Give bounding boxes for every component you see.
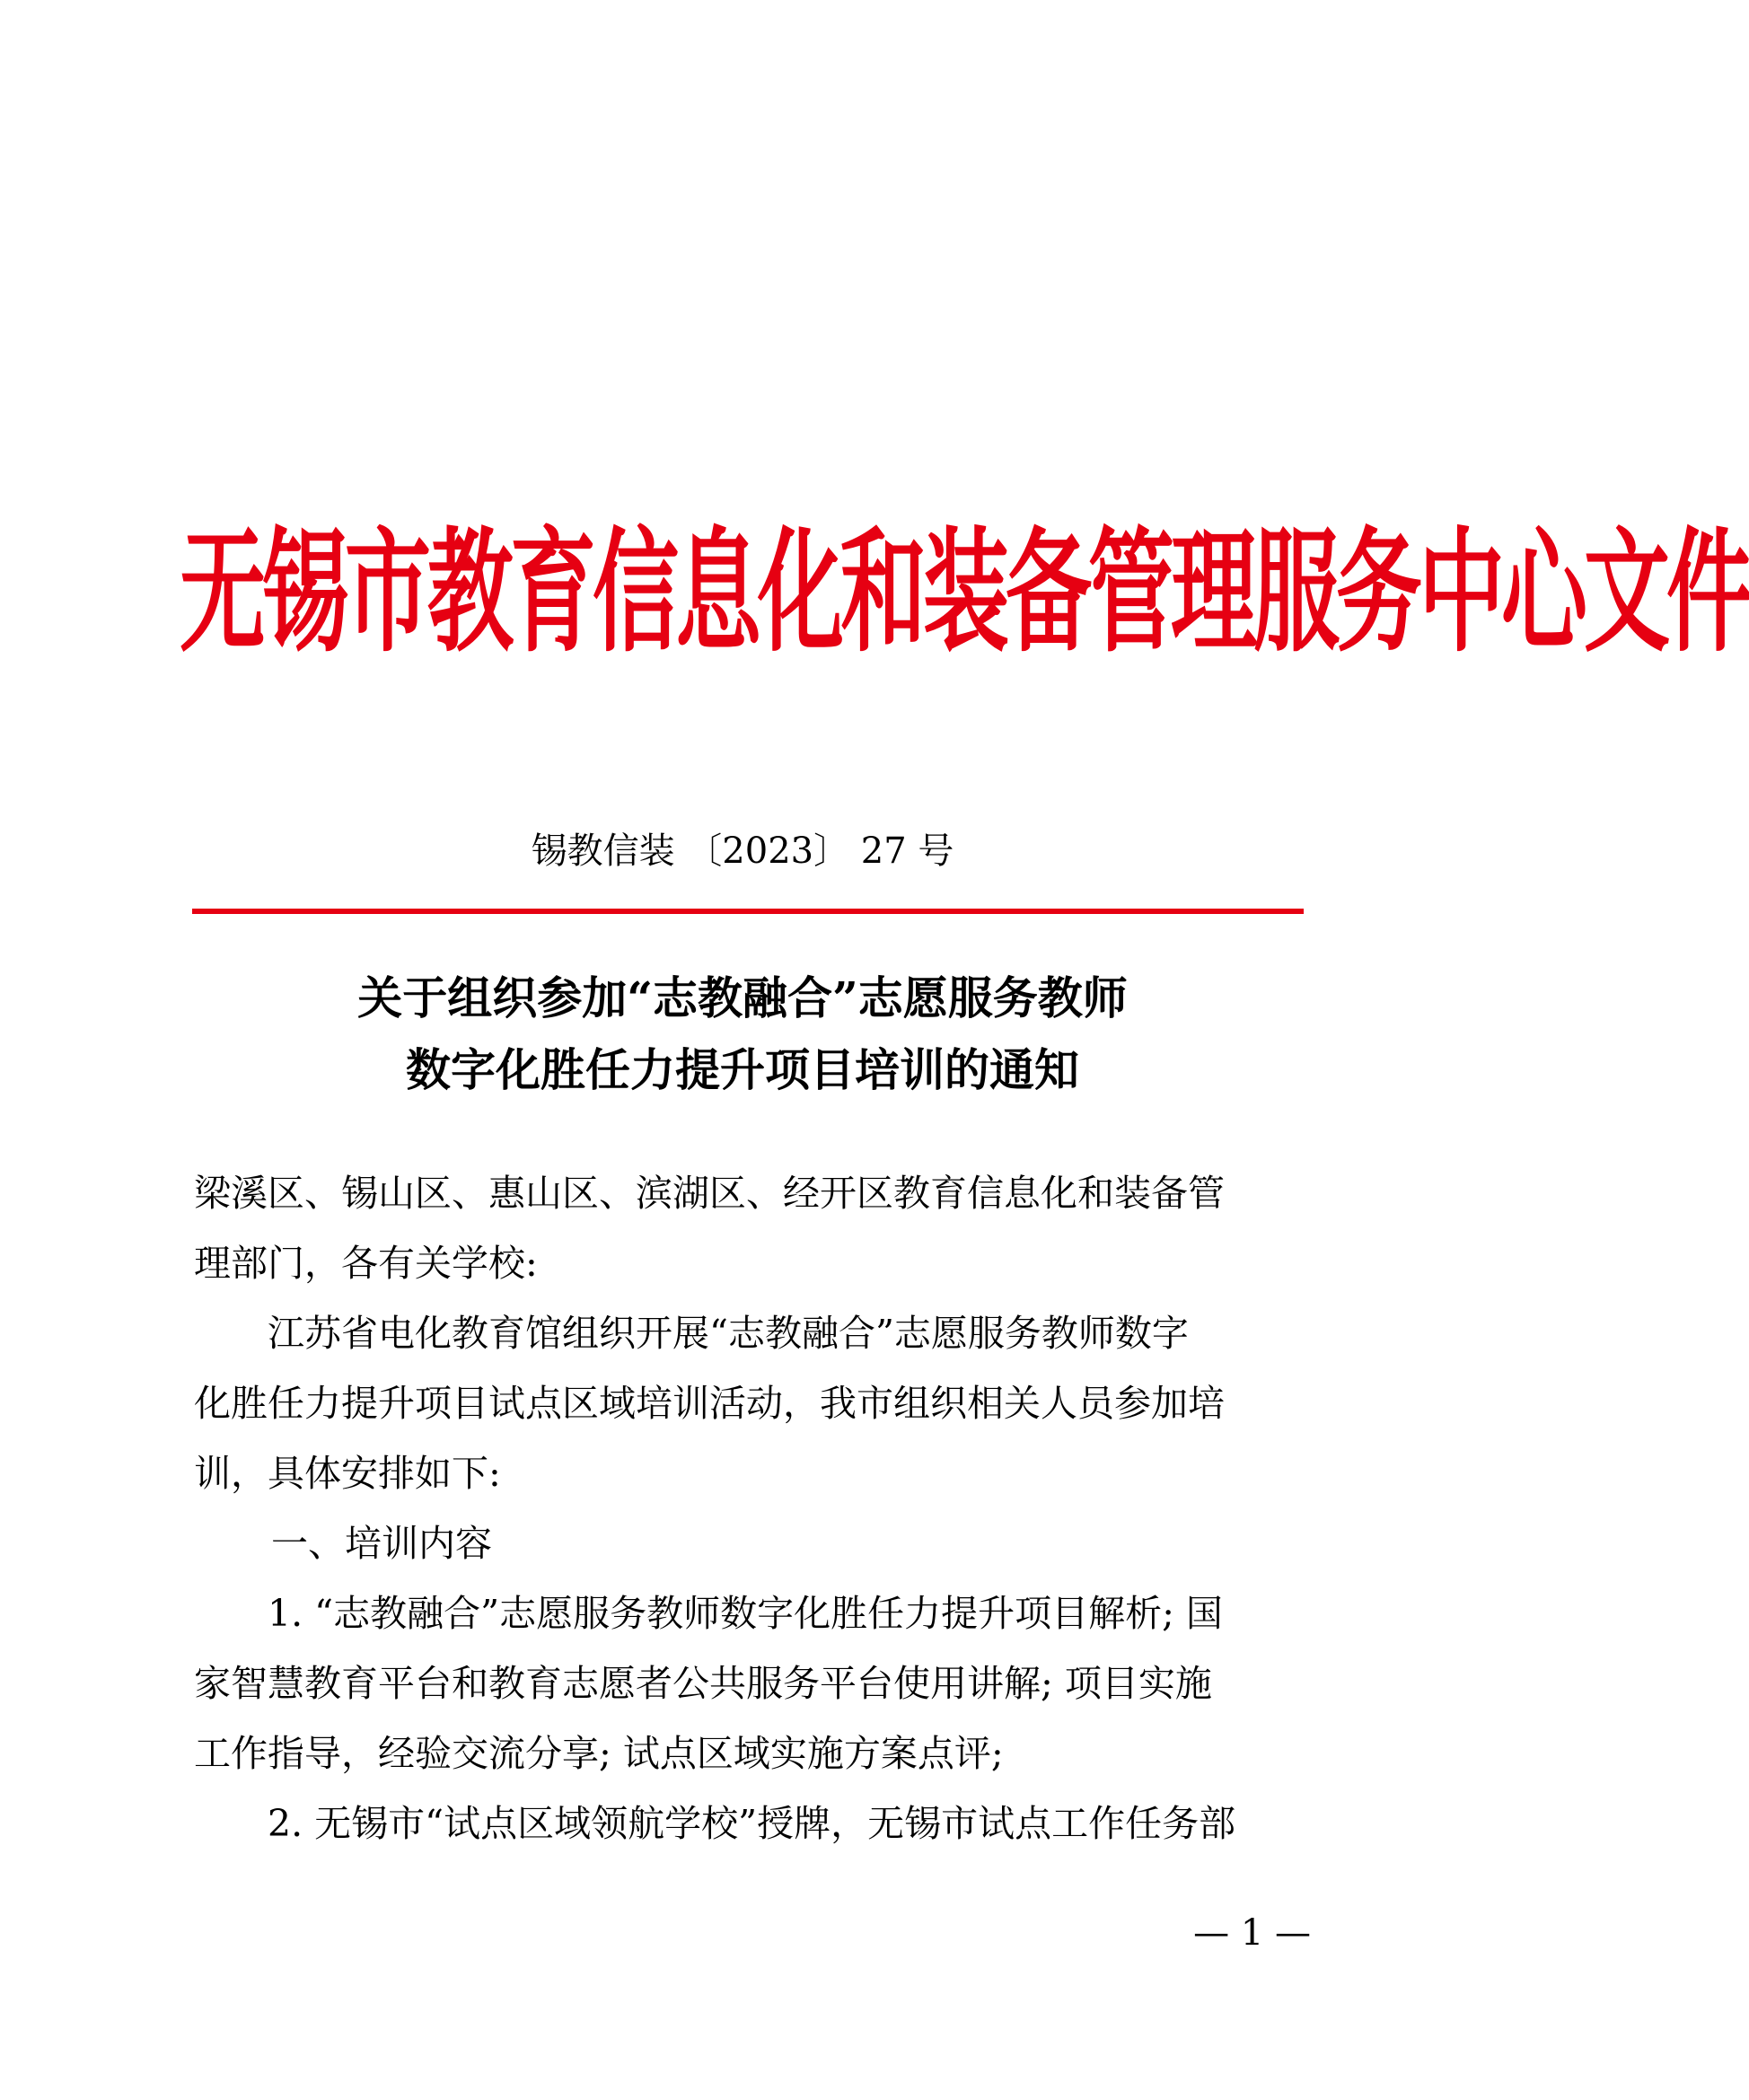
list-item-1-line-3: 工作指导，经验交流分享; 试点区域实施方案点评; [194,1732,1004,1775]
body-line-recipients-1: 梁溪区、锡山区、惠山区、滨湖区、经开区教育信息化和装备管 [194,1172,1225,1215]
list-item-2-line-1: 2. 无锡市“试点区域领航学校”授牌，无锡市试点工作任务部 [194,1802,1236,1845]
document-number: 锡教信装 〔2023〕 27 号 [531,830,954,872]
page-number: — 1 — [1193,1912,1311,1954]
red-divider-rule [192,909,1304,914]
body-paragraph-intro-line-2: 化胜任力提升项目试点区域培训活动，我市组织相关人员参加培 [194,1382,1225,1425]
notice-title-line-2: 数字化胜任力提升项目培训的通知 [406,1043,1079,1096]
body-line-recipients-2: 理部门，各有关学校: [194,1242,538,1285]
body-paragraph-intro-line-3: 训，具体安排如下: [194,1452,501,1495]
masthead-title: 无锡市教育信息化和装备管理服务中心文件 [180,514,1749,671]
notice-title-line-1: 关于组织参加“志教融合”志愿服务教师 [357,971,1128,1024]
list-item-1-line-2: 家智慧教育平台和教育志愿者公共服务平台使用讲解; 项目实施 [194,1662,1212,1705]
body-paragraph-intro-line-1: 江苏省电化教育馆组织开展“志教融合”志愿服务教师数字 [194,1312,1189,1355]
list-item-1-line-1: 1. “志教融合”志愿服务教师数字化胜任力提升项目解析; 国 [194,1592,1223,1635]
section-heading-training-content: 一、培训内容 [271,1522,492,1565]
